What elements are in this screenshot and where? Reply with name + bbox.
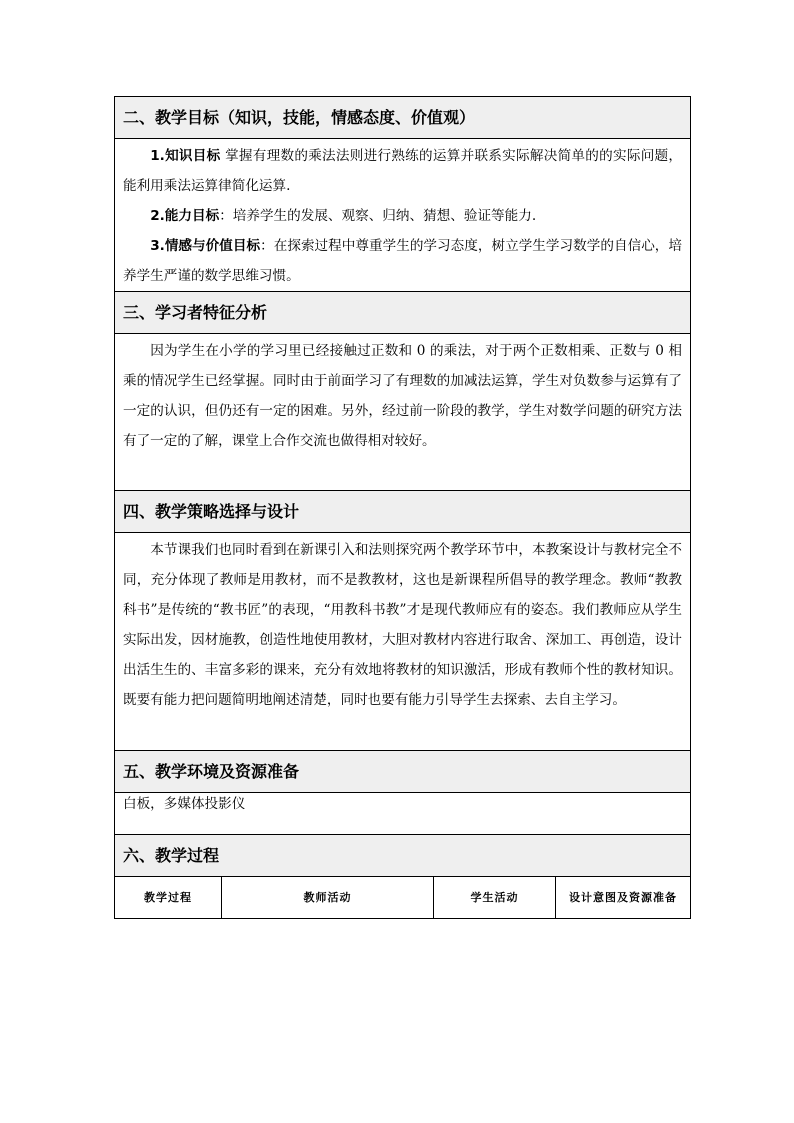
ability-objective-label: 2.能力目标 bbox=[150, 208, 220, 224]
column-header-student-activity: 学生活动 bbox=[434, 877, 556, 918]
emotion-objective bbox=[123, 231, 682, 291]
section-environment-body: 白板，多媒体投影仪 bbox=[115, 793, 690, 835]
process-column-headers bbox=[115, 877, 690, 918]
section-process-header: 六、教学过程 bbox=[115, 835, 690, 877]
emotion-objective-text: ：在探索过程中尊重学生的学习态度，树立学生学习数学的自信心，培养学生严谨的数学思维习惯。 bbox=[123, 238, 683, 284]
section-environment-header: 五、教学环境及资源准备 bbox=[115, 751, 690, 793]
section-learner-analysis-header: 三、学习者特征分析 bbox=[115, 292, 690, 334]
section-objectives-body bbox=[115, 139, 690, 292]
emotion-objective-label: 3.情感与价值目标 bbox=[150, 238, 261, 254]
knowledge-objective-label: 1.知识目标 bbox=[150, 148, 221, 164]
section-strategy-body bbox=[115, 533, 690, 751]
ability-objective bbox=[123, 201, 682, 231]
column-header-design-intent: 设计意图及资源准备 bbox=[569, 891, 677, 904]
column-header-teacher-activity: 教师活动 bbox=[222, 877, 434, 918]
strategy-text: 本节课我们也同时看到在新课引入和法则探究两个教学环节中，本教案设计与教材完全不同，充分体现了教师是用教材，而不是教教材，这也是新课程所倡导的教学理念。教师“教教科书”是传统的“教书匠”的表现，“用教科书教”才是现代教师应有的姿态。我们教师应从学生实际出发，因材施教，创造性地使用教材，大胆对教材内容进行取舍、深加工、再创造，设计出活生生的、丰富多彩的课来，充分有效地将教材的知识激活，形成有教师个性的教材知识。既要有能力把问题简明地阐述清楚，同时也要有能力引导学生去探索、去自主学习。 bbox=[123, 542, 682, 708]
section-strategy-header: 四、教学策略选择与设计 bbox=[115, 491, 690, 533]
knowledge-objective bbox=[123, 141, 682, 201]
section-objectives-header: 二、教学目标（知识，技能，情感态度、价值观） bbox=[115, 97, 690, 139]
lesson-plan-table bbox=[114, 96, 691, 919]
knowledge-objective-text: 掌握有理数的乘法法则进行熟练的运算并联系实际解决简单的的实际问题，能利用乘法运算律简化运算. bbox=[123, 148, 683, 194]
section-learner-analysis-body bbox=[115, 334, 690, 491]
learner-analysis-text: 因为学生在小学的学习里已经接触过正数和 0 的乘法，对于两个正数相乘、正数与 0 相乘的情况学生已经掌握。同时由于前面学习了有理数的加减法运算，学生对负数参与运算有了一定的认识，但仍还有一定的困难。另外，经过前一阶段的教学，学生对数学问题的研究方法有了一定的了解，课堂上合作交流也做得相对较好。 bbox=[123, 343, 682, 449]
ability-objective-text: ：培养学生的发展、观察、归纳、猜想、验证等能力. bbox=[219, 208, 537, 224]
column-header-process: 教学过程 bbox=[115, 877, 222, 918]
